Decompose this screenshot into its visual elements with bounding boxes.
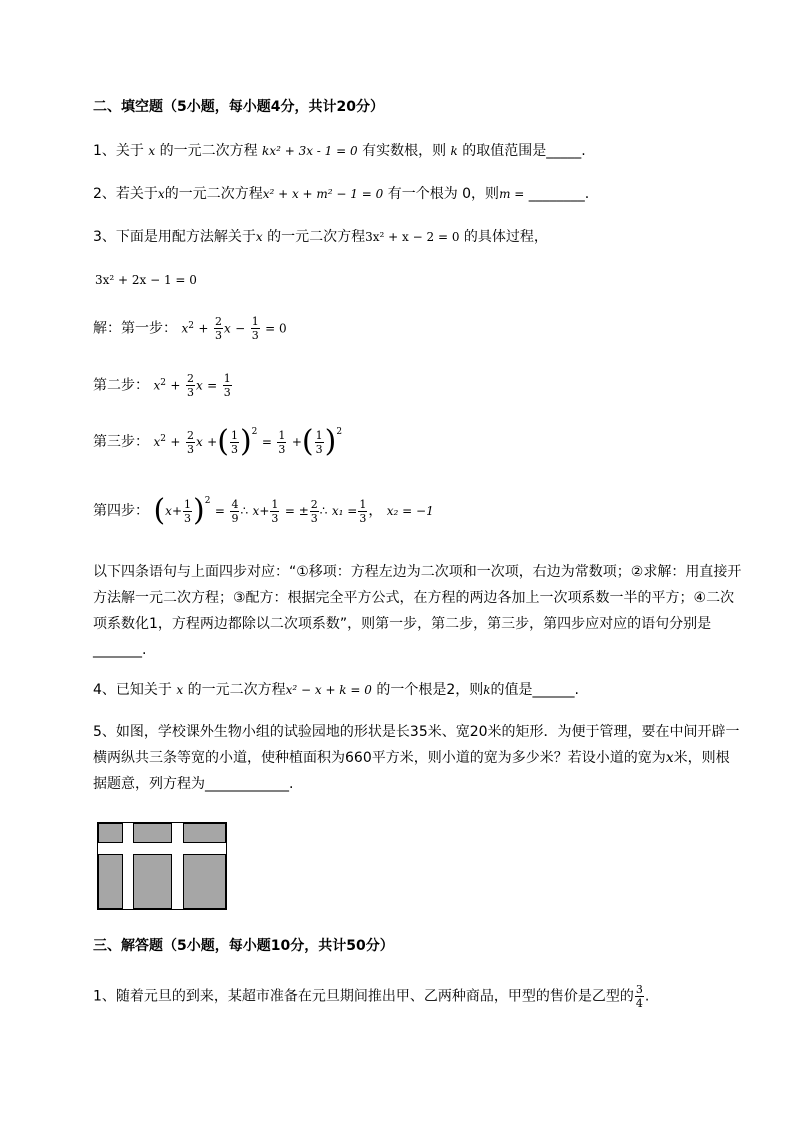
- garden-plot: [183, 854, 226, 909]
- section-heading: 二、填空题（5小题，每小题4分，共计20分）: [93, 99, 384, 115]
- garden-plot: [98, 854, 123, 909]
- garden-plot: [133, 854, 172, 909]
- garden-plot: [133, 823, 172, 843]
- question-3-paragraph: 以下四条语句与上面四步对应：“①移项：方程左边为二次项和一次项，右边为常数项；②求解：用直接开方法解一元二次方程；③配方：根据完全平方公式，在方程的两边各加上一次项系数一半的平方；④二次项系数化1，方程两边都除以二次项系数”，则第一步，第二步，第三步，第四步应对应的语句分别是_______.: [93, 564, 742, 658]
- question-5: 5、如图，学校课外生物小组的试验园地的形状是长35米、宽20米的矩形．为便于管理，要在中间开辟一横两纵共三条等宽的小道，使种植面积为660平方米，则小道的宽为多少米？若设小道的宽为x米，则根据题意，列方程为____________.: [93, 724, 740, 792]
- question-1: 1、关于 x 的一元二次方程 kx² + 3x - 1 = 0 有实数根，则 k 的取值范围是_____.: [93, 143, 586, 159]
- garden-plot: [183, 823, 226, 843]
- question-3-intro: 3、下面是用配方法解关于x 的一元二次方程3x² + x − 2 = 0 的具体过程，: [93, 229, 548, 245]
- step-4: 第四步： (x+ $\frac{1}{3}$ )$^2$ = $\frac{4}{9}$ ∴ x+ $\frac{1}{3}$ = ± $\frac{2}{3}$ ∴ x₁ = $\frac{1}{3}$ ， x₂ = −1: [93, 493, 434, 528]
- garden-figure: [97, 822, 227, 910]
- question-2: 2、若关于x的一元二次方程x² + x + m² − 1 = 0 有一个根为 0，则m = ________.: [93, 186, 590, 202]
- section-3-question-1: 1、随着元旦的到来，某超市准备在元旦期间推出甲、乙两种商品，甲型的售价是乙型的 $\frac{3}{4}$ .: [93, 983, 650, 1010]
- garden-plot: [98, 823, 123, 843]
- question-4: 4、已知关于 x 的一元二次方程x² − x + k = 0 的一个根是2，则k的值是______.: [93, 682, 579, 698]
- step-1: 解：第一步： $x^2$ + $\frac{2}{3}$ x − $\frac{1}{3}$ = 0: [93, 315, 287, 342]
- section-heading: 三、解答题（5小题，每小题10分，共计50分）: [93, 938, 394, 954]
- equation-line: 3x² + 2x − 1 = 0: [95, 273, 197, 287]
- step-3: 第三步： $x^2$ + $\frac{2}{3}$ x +( $\frac{1}{3}$ )$^2$ = $\frac{1}{3}$ +( $\frac{1}{3}$ )$^2$: [93, 424, 343, 459]
- step-2: 第二步： $x^2$ + $\frac{2}{3}$ x = $\frac{1}{3}$: [93, 372, 231, 399]
